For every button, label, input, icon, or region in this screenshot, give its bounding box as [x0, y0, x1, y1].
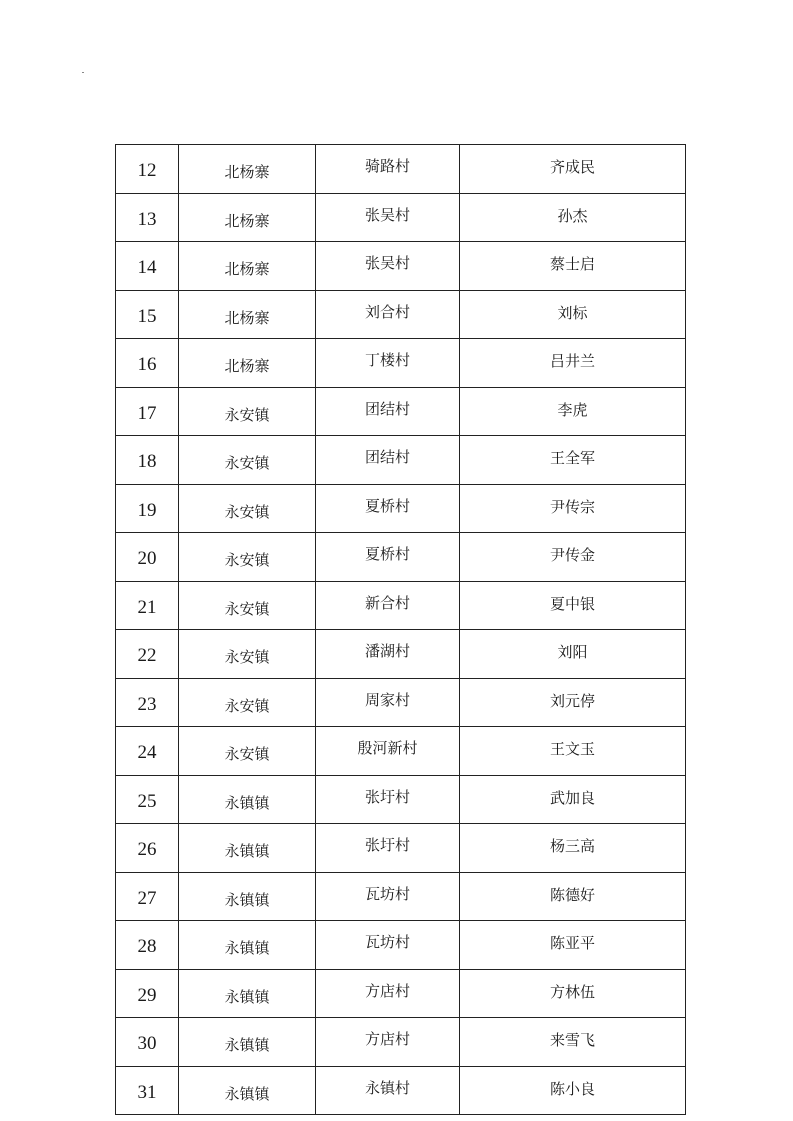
- person-name-cell: 尹传宗: [460, 484, 686, 533]
- village-cell: 夏桥村: [316, 484, 460, 533]
- row-number-cell: 12: [116, 145, 179, 194]
- village-cell: 新合村: [316, 581, 460, 630]
- row-number-cell: 31: [116, 1066, 179, 1115]
- person-name-cell: 齐成民: [460, 145, 686, 194]
- village-cell: 周家村: [316, 678, 460, 727]
- village-cell: 刘合村: [316, 290, 460, 339]
- village-cell: 张吴村: [316, 242, 460, 291]
- town-cell: 永安镇: [179, 630, 316, 679]
- row-number-cell: 28: [116, 921, 179, 970]
- town-cell: 北杨寨: [179, 290, 316, 339]
- town-cell: 北杨寨: [179, 145, 316, 194]
- town-cell: 永安镇: [179, 581, 316, 630]
- row-number-cell: 20: [116, 533, 179, 582]
- row-number-cell: 18: [116, 436, 179, 485]
- village-cell: 张圩村: [316, 824, 460, 873]
- person-name-cell: 吕井兰: [460, 339, 686, 388]
- table-row: [116, 630, 686, 679]
- person-name-cell: 李虎: [460, 387, 686, 436]
- table-row: [116, 387, 686, 436]
- table-row: [116, 921, 686, 970]
- town-cell: 北杨寨: [179, 242, 316, 291]
- person-name-cell: 来雪飞: [460, 1018, 686, 1067]
- person-name-cell: 尹传金: [460, 533, 686, 582]
- village-cell: 丁楼村: [316, 339, 460, 388]
- table-row: [116, 484, 686, 533]
- town-cell: 北杨寨: [179, 339, 316, 388]
- table-row: [116, 775, 686, 824]
- town-cell: 永镇镇: [179, 1066, 316, 1115]
- table-row: [116, 533, 686, 582]
- person-name-cell: 方林伍: [460, 969, 686, 1018]
- person-name-cell: 武加良: [460, 775, 686, 824]
- row-number-cell: 25: [116, 775, 179, 824]
- table-row: [116, 824, 686, 873]
- town-cell: 永安镇: [179, 387, 316, 436]
- village-cell: 潘湖村: [316, 630, 460, 679]
- table-row: [116, 290, 686, 339]
- village-cell: 殷河新村: [316, 727, 460, 776]
- table-row: [116, 436, 686, 485]
- town-cell: 永安镇: [179, 436, 316, 485]
- table-row: [116, 1018, 686, 1067]
- roster-table: [115, 144, 686, 1115]
- town-cell: 永镇镇: [179, 872, 316, 921]
- row-number-cell: 19: [116, 484, 179, 533]
- table-row: [116, 339, 686, 388]
- town-cell: 永镇镇: [179, 1018, 316, 1067]
- town-cell: 永镇镇: [179, 824, 316, 873]
- scan-speck: [82, 72, 84, 73]
- table-row: [116, 242, 686, 291]
- person-name-cell: 王文玉: [460, 727, 686, 776]
- person-name-cell: 陈德好: [460, 872, 686, 921]
- row-number-cell: 21: [116, 581, 179, 630]
- table-row: [116, 145, 686, 194]
- table-row: [116, 727, 686, 776]
- row-number-cell: 24: [116, 727, 179, 776]
- town-cell: 永安镇: [179, 678, 316, 727]
- village-cell: 团结村: [316, 436, 460, 485]
- row-number-cell: 15: [116, 290, 179, 339]
- town-cell: 永镇镇: [179, 775, 316, 824]
- village-cell: 夏桥村: [316, 533, 460, 582]
- town-cell: 永安镇: [179, 533, 316, 582]
- row-number-cell: 29: [116, 969, 179, 1018]
- row-number-cell: 13: [116, 193, 179, 242]
- village-cell: 张圩村: [316, 775, 460, 824]
- table-row: [116, 581, 686, 630]
- person-name-cell: 刘元停: [460, 678, 686, 727]
- person-name-cell: 夏中银: [460, 581, 686, 630]
- table-row: [116, 678, 686, 727]
- row-number-cell: 26: [116, 824, 179, 873]
- person-name-cell: 杨三高: [460, 824, 686, 873]
- row-number-cell: 14: [116, 242, 179, 291]
- person-name-cell: 刘标: [460, 290, 686, 339]
- row-number-cell: 30: [116, 1018, 179, 1067]
- village-cell: 团结村: [316, 387, 460, 436]
- town-cell: 永安镇: [179, 727, 316, 776]
- table-row: [116, 1066, 686, 1115]
- row-number-cell: 16: [116, 339, 179, 388]
- village-cell: 瓦坊村: [316, 872, 460, 921]
- person-name-cell: 蔡士启: [460, 242, 686, 291]
- row-number-cell: 23: [116, 678, 179, 727]
- town-cell: 永镇镇: [179, 969, 316, 1018]
- village-cell: 骑路村: [316, 145, 460, 194]
- town-cell: 北杨寨: [179, 193, 316, 242]
- village-cell: 张吴村: [316, 193, 460, 242]
- row-number-cell: 22: [116, 630, 179, 679]
- table-row: [116, 193, 686, 242]
- person-name-cell: 王全军: [460, 436, 686, 485]
- person-name-cell: 陈亚平: [460, 921, 686, 970]
- village-cell: 方店村: [316, 969, 460, 1018]
- town-cell: 永镇镇: [179, 921, 316, 970]
- row-number-cell: 27: [116, 872, 179, 921]
- row-number-cell: 17: [116, 387, 179, 436]
- village-cell: 永镇村: [316, 1066, 460, 1115]
- table-row: [116, 969, 686, 1018]
- person-name-cell: 刘阳: [460, 630, 686, 679]
- person-name-cell: 孙杰: [460, 193, 686, 242]
- roster-table-body: [116, 145, 686, 1115]
- village-cell: 方店村: [316, 1018, 460, 1067]
- table-row: [116, 872, 686, 921]
- village-cell: 瓦坊村: [316, 921, 460, 970]
- town-cell: 永安镇: [179, 484, 316, 533]
- person-name-cell: 陈小良: [460, 1066, 686, 1115]
